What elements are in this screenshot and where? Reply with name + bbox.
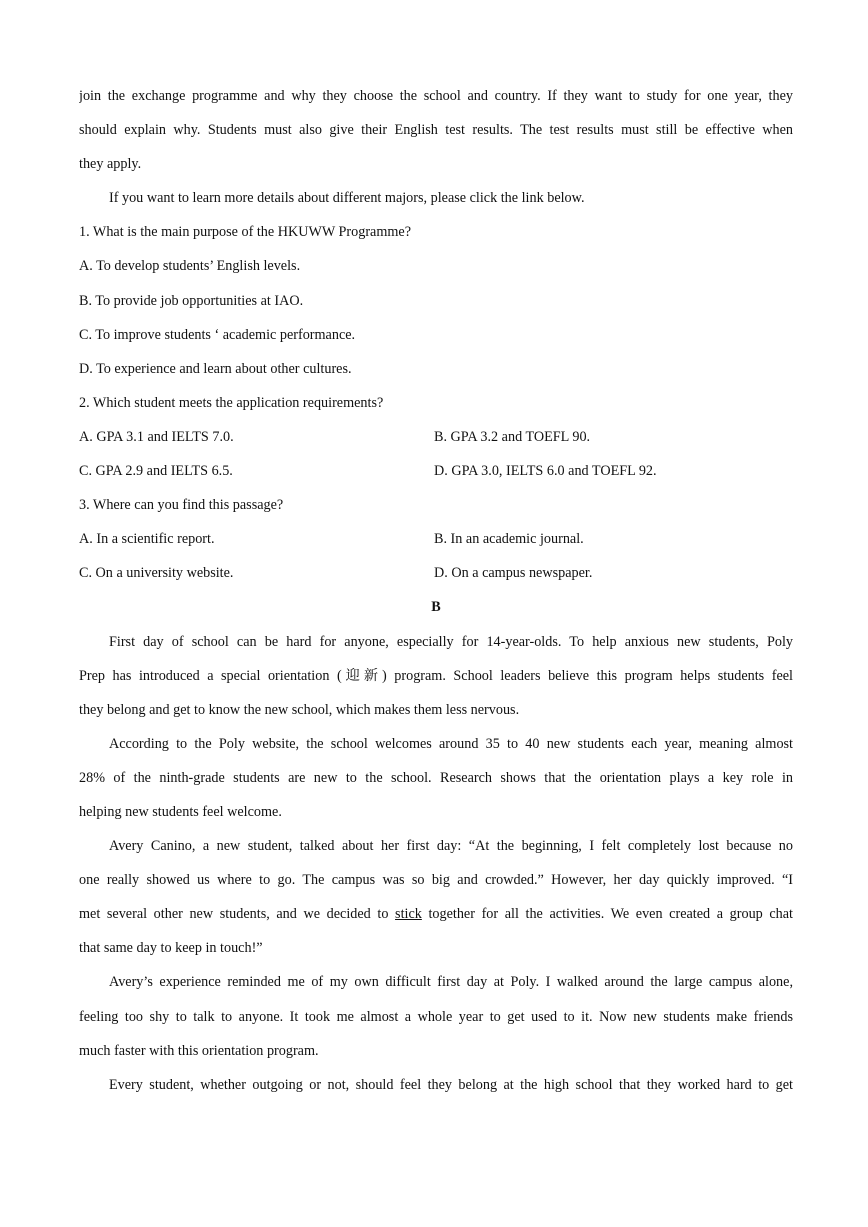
question-2-option-c: C. GPA 2.9 and IELTS 6.5. bbox=[79, 463, 233, 480]
passage-b-p4-line: Avery’s experience reminded me of my own difficult first day at Poly. I walked around the large campus alone, bbox=[109, 974, 793, 991]
question-2-option-d: D. GPA 3.0, IELTS 6.0 and TOEFL 92. bbox=[434, 463, 657, 480]
passage-b-p2-line: According to the Poly website, the school welcomes around 35 to 40 new students each year, meaning almost bbox=[109, 735, 793, 752]
question-3-option-c: C. On a university website. bbox=[79, 565, 234, 582]
passage-b-p5-line: Every student, whether outgoing or not, should feel they belong at the high school that they worked hard to get bbox=[109, 1076, 793, 1093]
passage-b-p3-text: met several other new students, and we decided to bbox=[79, 906, 396, 923]
question-2-option-b: B. GPA 3.2 and TOEFL 90. bbox=[434, 428, 591, 445]
question-3-options-row-1 bbox=[79, 527, 793, 561]
underlined-word-stick: stick bbox=[395, 906, 422, 923]
passage-b-p2-line: 28% of the ninth-grade students are new to the school. Research shows that the orientation plays a key role in bbox=[79, 769, 793, 786]
passage-b-p1-line: First day of school can be hard for anyone, especially for 14-year-olds. To help anxious new students, Poly bbox=[109, 633, 793, 650]
passage-b-p2-line: helping new students feel welcome. bbox=[79, 803, 282, 820]
passage-b-p4-line: feeling too shy to talk to anyone. It took me almost a whole year to get used to it. Now new students make friends bbox=[79, 1008, 793, 1025]
passage-text-line: they apply. bbox=[79, 156, 142, 173]
question-1-option-c: C. To improve students ‘ academic performance. bbox=[79, 326, 356, 343]
question-1-option-a: A. To develop students’ English levels. bbox=[79, 258, 301, 275]
question-3-option-a: A. In a scientific report. bbox=[79, 531, 215, 548]
section-heading-b: B bbox=[431, 599, 441, 616]
question-3-options-row-2 bbox=[79, 561, 793, 595]
passage-b-p3-line bbox=[79, 902, 793, 936]
passage-b-p3-text: together for all the activities. We even created a group chat bbox=[421, 906, 793, 923]
document-page bbox=[79, 84, 793, 1107]
passage-text-line: should explain why. Students must also give their English test results. The test results must still be effective when bbox=[79, 122, 793, 139]
question-3-option-b: B. In an academic journal. bbox=[434, 531, 584, 548]
question-2-stem: 2. Which student meets the application requirements? bbox=[79, 394, 384, 411]
passage-b-p1-line: they belong and get to know the new school, which makes them less nervous. bbox=[79, 701, 520, 718]
passage-text-line: join the exchange programme and why they choose the school and country. If they want to study for one year, they bbox=[79, 88, 793, 104]
question-1-option-b: B. To provide job opportunities at IAO. bbox=[79, 292, 304, 309]
passage-b-p3-line: that same day to keep in touch!” bbox=[79, 940, 263, 957]
passage-b-p3-line: one really showed us where to go. The campus was so big and crowded.” However, her day quickly improved. “I bbox=[79, 872, 793, 889]
question-2-option-a: A. GPA 3.1 and IELTS 7.0. bbox=[79, 428, 234, 445]
passage-b-p3-line: Avery Canino, a new student, talked about her first day: “At the beginning, I felt completely lost because no bbox=[109, 838, 793, 855]
passage-b-p1-line: Prep has introduced a special orientation (迎新) program. School leaders believe this program helps students feel bbox=[79, 667, 793, 684]
question-1-stem: 1. What is the main purpose of the HKUWW Programme? bbox=[79, 224, 412, 241]
passage-b-p4-line: much faster with this orientation program. bbox=[79, 1042, 319, 1059]
question-3-stem: 3. Where can you find this passage? bbox=[79, 497, 284, 514]
question-1-option-d: D. To experience and learn about other cultures. bbox=[79, 360, 352, 377]
passage-text-line: If you want to learn more details about different majors, please click the link below. bbox=[109, 190, 585, 207]
question-2-options-row-1 bbox=[79, 425, 793, 459]
question-2-options-row-2 bbox=[79, 459, 793, 493]
question-3-option-d: D. On a campus newspaper. bbox=[434, 565, 593, 582]
